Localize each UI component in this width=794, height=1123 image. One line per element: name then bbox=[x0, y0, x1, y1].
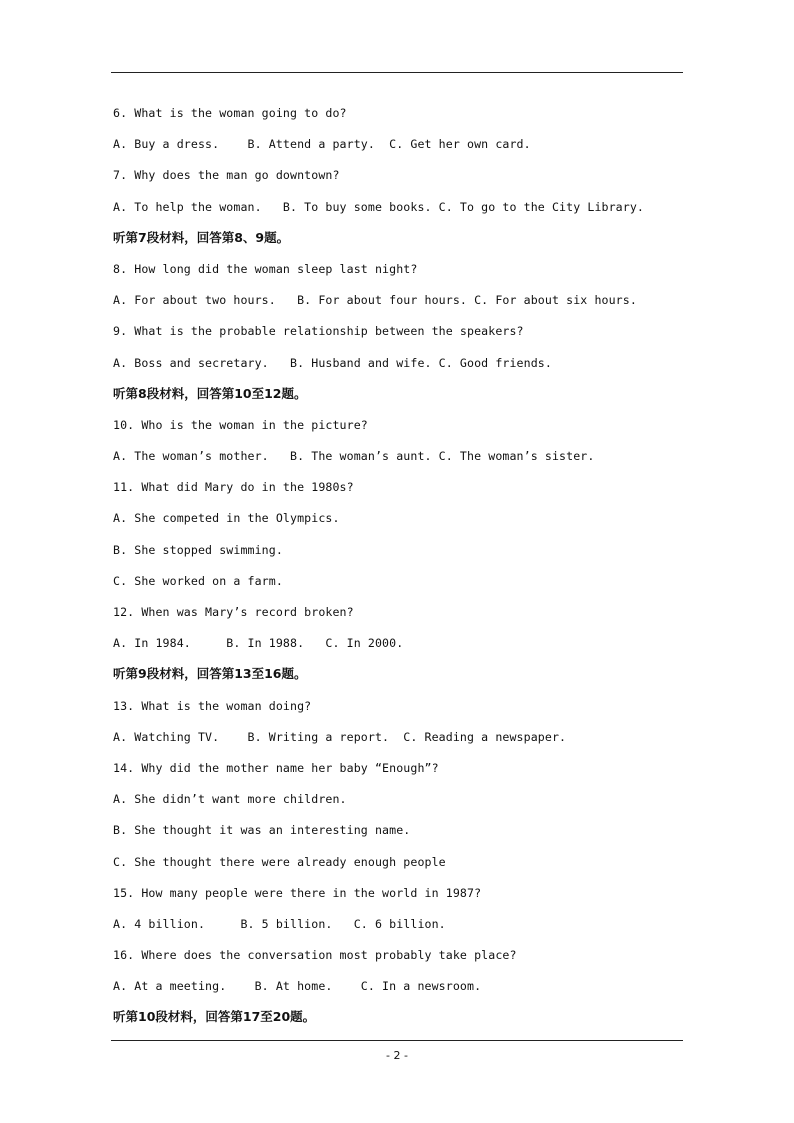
options-line: A. To help the woman. B. To buy some books. C. To go to the City Library. bbox=[113, 199, 645, 214]
options-line: B. She thought it was an interesting name. bbox=[113, 823, 411, 838]
question-line: 8. How long did the woman sleep last night? bbox=[113, 261, 418, 276]
question-line: 9. What is the probable relationship between the speakers? bbox=[113, 324, 524, 339]
footer-rule bbox=[111, 1040, 683, 1041]
question-line: 15. How many people were there in the world in 1987? bbox=[113, 885, 482, 900]
section-heading: 听第8段材料，回答第10至12题。 bbox=[113, 385, 307, 401]
options-line: A. She didn’t want more children. bbox=[113, 792, 347, 807]
options-line: A. At a meeting. B. At home. C. In a newsroom. bbox=[113, 979, 482, 994]
header-rule bbox=[111, 72, 683, 73]
section-heading: 听第7段材料，回答第8、9题。 bbox=[113, 229, 290, 245]
options-line: A. For about two hours. B. For about four hours. C. For about six hours. bbox=[113, 293, 637, 308]
question-line: 7. Why does the man go downtown? bbox=[113, 168, 340, 183]
options-line: A. Watching TV. B. Writing a report. C. Reading a newspaper. bbox=[113, 729, 567, 744]
options-line: C. She thought there were already enough people bbox=[113, 854, 446, 869]
options-line: A. The woman’s mother. B. The woman’s aunt. C. The woman’s sister. bbox=[113, 449, 595, 464]
options-line: A. Buy a dress. B. Attend a party. C. Get her own card. bbox=[113, 137, 531, 152]
options-line: A. Boss and secretary. B. Husband and wife. C. Good friends. bbox=[113, 355, 552, 370]
page-number: - 2 - bbox=[386, 1049, 408, 1062]
question-line: 10. Who is the woman in the picture? bbox=[113, 417, 368, 432]
question-line: 11. What did Mary do in the 1980s? bbox=[113, 480, 354, 495]
question-line: 14. Why did the mother name her baby “Enough”? bbox=[113, 760, 439, 775]
section-heading: 听第10段材料，回答第17至20题。 bbox=[113, 1009, 316, 1025]
question-line: 13. What is the woman doing? bbox=[113, 698, 312, 713]
section-heading: 听第9段材料，回答第13至16题。 bbox=[113, 666, 307, 682]
options-line: C. She worked on a farm. bbox=[113, 573, 283, 588]
options-line: A. In 1984. B. In 1988. C. In 2000. bbox=[113, 636, 404, 651]
options-line: A. She competed in the Olympics. bbox=[113, 511, 340, 526]
question-line: 6. What is the woman going to do? bbox=[113, 106, 347, 120]
question-line: 12. When was Mary’s record broken? bbox=[113, 605, 354, 619]
options-line: A. 4 billion. B. 5 billion. C. 6 billion. bbox=[113, 916, 446, 931]
question-line: 16. Where does the conversation most probably take place? bbox=[113, 948, 517, 963]
options-line: B. She stopped swimming. bbox=[113, 542, 283, 557]
page-content bbox=[113, 103, 693, 1039]
